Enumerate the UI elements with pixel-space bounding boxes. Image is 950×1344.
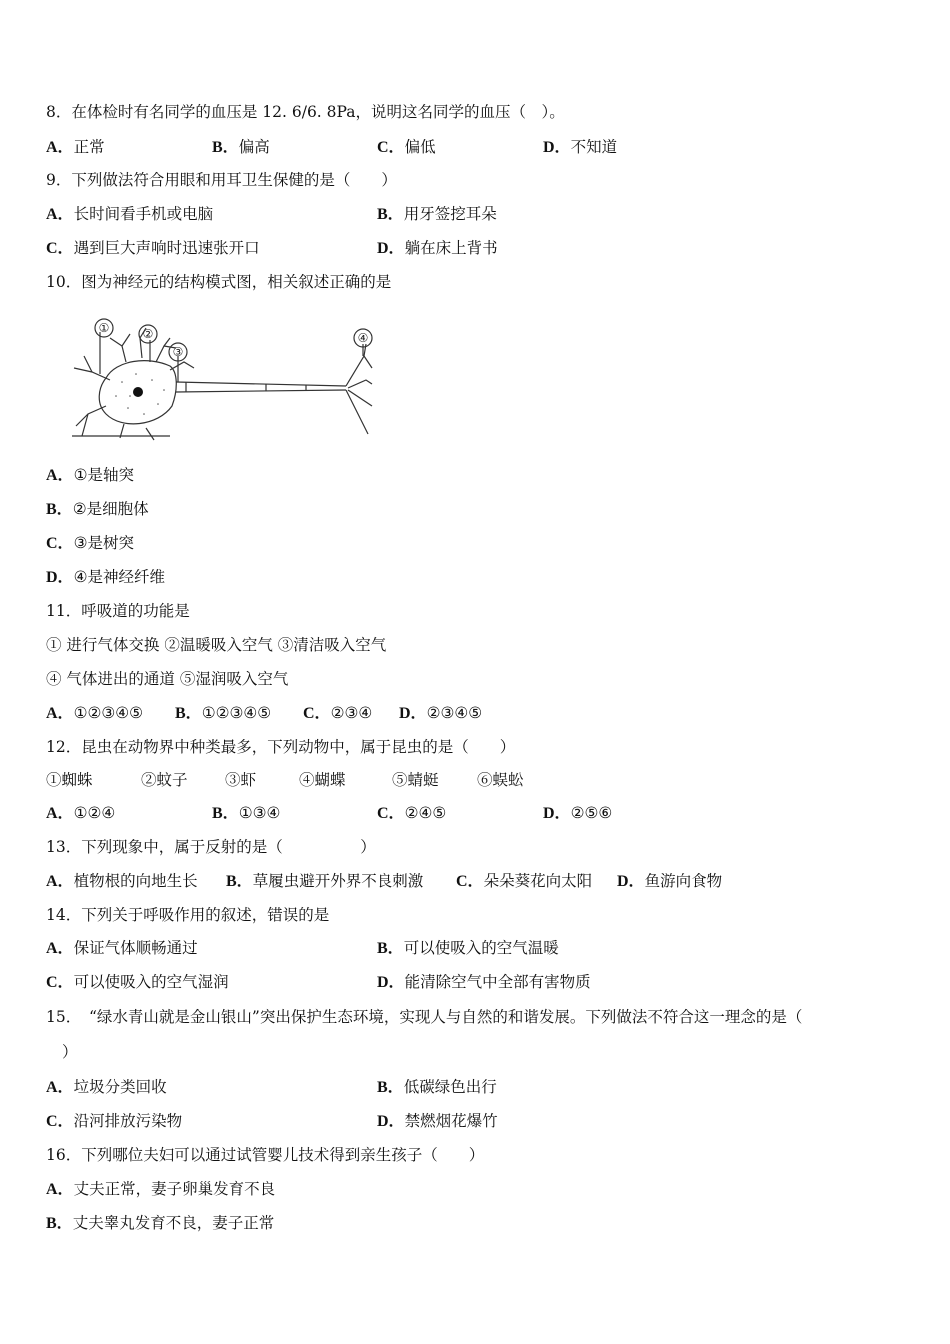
q12-animal-2: ②蚊子 [141,771,188,789]
q13-option-d: D．鱼游向食物 [617,872,723,890]
q11-option-b: B．①②③④⑤ [175,704,272,722]
q9-stem: 9．下列做法符合用眼和用耳卫生保健的是（ ） [46,171,397,189]
dendrite [122,334,130,346]
dendrite [84,356,92,372]
q11-stem: 11．呼吸道的功能是 [46,602,190,620]
q15-option-b: B．低碳绿色出行 [377,1078,497,1096]
q12-animal-3: ③虾 [225,771,257,789]
q15-option-a: A．垃圾分类回收 [46,1078,167,1096]
axon-terminal [348,380,372,388]
q15-option-d: D．禁燃烟花爆竹 [377,1112,498,1130]
q14-option-d: D．能清除空气中全部有害物质 [377,973,591,991]
nucleus [133,387,143,397]
q8-option-a: A．正常 [46,138,105,156]
label-3: ③ [172,345,184,359]
axon-top [176,382,346,386]
dendrite [146,428,154,440]
q11-option-d: D．②③④⑤ [399,704,483,722]
q11-option-a: A．①②③④⑤ [46,704,144,722]
q10-stem: 10．图为神经元的结构模式图，相关叙述正确的是 [46,273,392,291]
q10-option-c: C．③是树突 [46,534,134,552]
q16-stem: 16．下列哪位夫妇可以通过试管婴儿技术得到亲生孩子（ ） [46,1146,485,1164]
q8-option-d: D．不知道 [543,138,618,156]
q15-stem: 15． “绿水青山就是金山银山”突出保护生态环境，实现人与自然的和谐发展。下列做法不符合这一理念的是（ [46,1008,803,1026]
q14-option-a: A．保证气体顺畅通过 [46,939,198,957]
q10-option-b: B．②是细胞体 [46,500,149,518]
dendrite [110,338,126,362]
q11-line2: ④ 气体进出的通道 ⑤湿润吸入空气 [46,670,289,688]
label-2: ② [142,327,154,341]
q12-option-c: C．②④⑤ [377,804,447,822]
q14-stem: 14．下列关于呼吸作用的叙述，错误的是 [46,906,330,924]
axon-terminal [348,390,372,406]
q8-option-c: C．偏低 [377,138,436,156]
q10-option-a: A．①是轴突 [46,466,134,484]
q12-option-d: D．②⑤⑥ [543,804,613,822]
q13-option-a: A．植物根的向地生长 [46,872,198,890]
q14-option-b: B．可以使吸入的空气温暖 [377,939,559,957]
label-1: ① [98,321,110,335]
q9-option-a: A．长时间看手机或电脑 [46,205,214,223]
q12-animal-6: ⑥蜈蚣 [477,771,524,789]
q16-option-b: B．丈夫睾丸发育不良，妻子正常 [46,1214,275,1232]
q12-animal-5: ⑤蜻蜓 [392,771,439,789]
axon-terminal [364,356,372,368]
q8-option-b: B．偏高 [212,138,270,156]
q12-animal-1: ①蜘蛛 [46,771,93,789]
q9-option-c: C．遇到巨大声响时迅速张开口 [46,239,260,257]
q11-option-c: C．②③④ [303,704,373,722]
q12-animal-4: ④蝴蝶 [299,771,346,789]
q15-option-c: C．沿河排放污染物 [46,1112,183,1130]
q13-stem: 13．下列现象中，属于反射的是（ ） [46,838,376,856]
dendrite [170,362,194,370]
q11-line1: ① 进行气体交换 ②温暖吸入空气 ③清洁吸入空气 [46,636,387,654]
dendrite [156,338,170,362]
q15-stem-cont: ） [62,1043,78,1061]
q8-stem: 8．在体检时有名同学的血压是 12. 6/6. 8Pa，说明这名同学的血压（ ）。 [46,103,565,121]
q12-option-a: A．①②④ [46,804,116,822]
neuron-diagram [66,316,386,442]
axon-bottom [176,390,346,392]
q9-option-d: D．躺在床上背书 [377,239,498,257]
q12-stem: 12．昆虫在动物界中种类最多，下列动物中，属于昆虫的是（ ） [46,738,516,756]
q10-option-d: D．④是神经纤维 [46,568,165,586]
q13-option-b: B．草履虫避开外界不良刺激 [226,872,424,890]
q12-option-b: B．①③④ [212,804,281,822]
q14-option-c: C．可以使吸入的空气湿润 [46,973,229,991]
label-4: ④ [357,331,369,345]
q16-option-a: A．丈夫正常，妻子卵巢发育不良 [46,1180,276,1198]
q13-option-c: C．朵朵葵花向太阳 [456,872,593,890]
q9-option-b: B．用牙签挖耳朵 [377,205,497,223]
dendrite [74,368,110,380]
